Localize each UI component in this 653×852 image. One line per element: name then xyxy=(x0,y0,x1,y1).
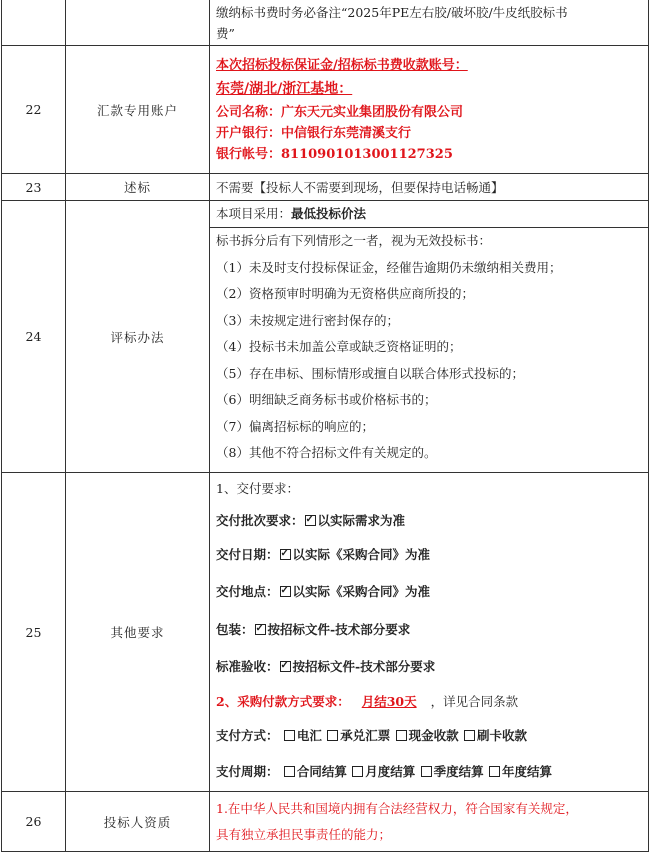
payment-suffix: ，详见合同条款 xyxy=(430,694,519,709)
delivery-date-label: 交付日期： xyxy=(216,547,279,562)
method-value: 最低投标价法 xyxy=(291,206,367,221)
table-row-25 xyxy=(2,473,649,792)
remittance-account-cell xyxy=(210,46,649,174)
acceptance xyxy=(216,649,644,685)
row-content-cell xyxy=(210,0,649,46)
row-number: 22 xyxy=(2,46,66,174)
payment-methods xyxy=(216,719,644,753)
invalid-bid-conditions xyxy=(210,227,648,467)
packaging xyxy=(216,611,644,649)
delivery-place-value: 以实际《采购合同》为准 xyxy=(292,584,431,599)
table-row-21-continuation xyxy=(2,0,649,46)
condition-item: （3）未按规定进行密封保存的； xyxy=(216,312,399,328)
row-label: 汇款专用账户 xyxy=(66,46,210,174)
pay-cycle-option: 季度结算 xyxy=(433,764,484,779)
acceptance-label: 标准验收： xyxy=(216,659,279,674)
pay-cycle-option: 合同结算 xyxy=(296,764,347,779)
checkbox-icon[interactable] xyxy=(396,730,407,741)
delivery-batch-label: 交付批次要求： xyxy=(216,513,304,528)
pay-cycle-option: 月度结算 xyxy=(365,764,416,779)
row-number: 23 xyxy=(2,174,66,201)
presentation-text: 不需要【投标人不需要到现场，但要保持电话畅通】 xyxy=(216,179,504,195)
payment-label: 2、采购付款方式要求： xyxy=(216,694,350,709)
evaluation-method-cell xyxy=(210,201,649,473)
condition-item: （4）投标书未加盖公章或缺乏资格证明的； xyxy=(216,339,462,354)
checkbox-icon[interactable] xyxy=(421,766,432,777)
row-number: 24 xyxy=(2,201,66,473)
pay-method-option: 现金收款 xyxy=(408,728,459,743)
row-label: 述标 xyxy=(66,174,210,201)
checked-box-icon[interactable] xyxy=(280,586,291,597)
pay-cycle-option: 年度结算 xyxy=(502,764,553,779)
condition-item: （1）未及时支付投标保证金，经催告逾期仍未缴纳相关费用； xyxy=(216,259,562,275)
checked-box-icon[interactable] xyxy=(305,515,316,526)
evaluation-method-line xyxy=(216,201,644,227)
tender-requirements-table xyxy=(1,0,649,852)
method-prefix: 本项目采用： xyxy=(216,206,292,221)
delivery-batch-value: 以实际需求为准 xyxy=(317,513,406,528)
pay-method-label: 支付方式： xyxy=(216,728,279,743)
bidder-qualification-cell xyxy=(210,792,649,852)
delivery-date xyxy=(216,537,644,573)
table-row-23 xyxy=(2,174,649,201)
checkbox-icon[interactable] xyxy=(464,730,475,741)
delivery-date-value: 以实际《采购合同》为准 xyxy=(292,547,431,562)
condition-item: （6）明细缺乏商务标书或价格标书的； xyxy=(216,392,437,407)
pay-method-option: 承兑汇票 xyxy=(340,728,391,743)
table-row-22 xyxy=(2,46,649,174)
condition-item: （2）资格预审时明确为无资格供应商所投的； xyxy=(216,286,474,301)
presentation-cell xyxy=(210,174,649,201)
row-number: 26 xyxy=(2,792,66,852)
table-row-26 xyxy=(2,792,649,852)
checkbox-icon[interactable] xyxy=(489,766,500,777)
pay-method-option: 电汇 xyxy=(296,728,322,743)
checked-box-icon[interactable] xyxy=(255,624,266,635)
delivery-batch xyxy=(216,505,644,537)
fee-remark-line-1: 缴纳标书费时务必备注“2025年PE左右胶/破坏胶/牛皮纸胶标书 xyxy=(216,4,568,20)
row-number-cell xyxy=(2,0,66,46)
payment-value: 月结30天 xyxy=(361,694,417,709)
row-label: 投标人资质 xyxy=(66,792,210,852)
row-label-cell xyxy=(66,0,210,46)
row-number: 25 xyxy=(2,473,66,792)
pay-method-option: 刷卡收款 xyxy=(477,728,528,743)
qualification-line-1: 1.在中华人民共和国境内拥有合法经营权力，符合国家有关规定， xyxy=(216,800,578,816)
checked-box-icon[interactable] xyxy=(280,661,291,672)
delivery-place xyxy=(216,573,644,611)
packaging-label: 包装： xyxy=(216,622,254,637)
condition-item: （7）偏离招标标的响应的； xyxy=(216,418,374,434)
row-label: 评标办法 xyxy=(66,201,210,473)
pay-cycle-label: 支付周期： xyxy=(216,764,279,779)
payment-terms xyxy=(216,685,644,719)
checkbox-icon[interactable] xyxy=(327,730,338,741)
condition-item: （5）存在串标、围标情形或擅自以联合体形式投标的； xyxy=(216,365,524,381)
account-heading: 本次招标投标保证金/招标标书费收款账号： xyxy=(216,57,468,73)
checked-box-icon[interactable] xyxy=(280,549,291,560)
other-requirements-cell xyxy=(210,473,649,792)
account-number: 银行帐号：8110901013001127325 xyxy=(216,146,453,162)
payment-cycles xyxy=(216,753,644,791)
checkbox-icon[interactable] xyxy=(284,766,295,777)
delivery-place-label: 交付地点： xyxy=(216,584,279,599)
company-name: 公司名称：广东天元实业集团股份有限公司 xyxy=(216,104,464,120)
conditions-intro: 标书拆分后有下列情形之一者，视为无效投标书： xyxy=(216,233,492,248)
packaging-value: 按招标文件-技术部分要求 xyxy=(267,622,411,637)
row-label: 其他要求 xyxy=(66,473,210,792)
condition-item: （8）其他不符合招标文件有关规定的。 xyxy=(216,445,437,460)
table-row-24 xyxy=(2,201,649,473)
delivery-title: 1、交付要求： xyxy=(216,481,299,496)
qualification-line-2: 具有独立承担民事责任的能力； xyxy=(216,826,392,842)
bases-heading: 东莞/湖北/浙江基地： xyxy=(216,80,353,97)
checkbox-icon[interactable] xyxy=(352,766,363,777)
bank-name: 开户银行：中信银行东莞清溪支行 xyxy=(216,125,412,141)
acceptance-value: 按招标文件-技术部分要求 xyxy=(292,659,436,674)
fee-remark-line-2: 费” xyxy=(216,25,235,41)
checkbox-icon[interactable] xyxy=(284,730,295,741)
